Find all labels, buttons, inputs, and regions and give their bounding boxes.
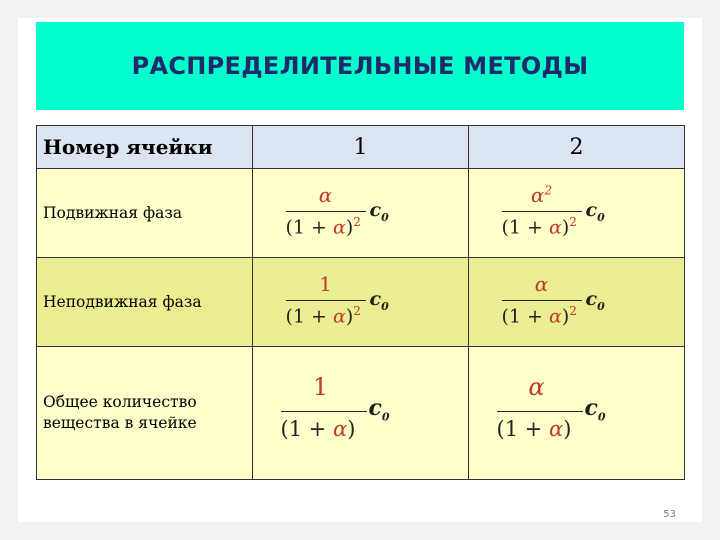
fraction-line <box>502 300 582 301</box>
table-row-total-amount <box>37 347 685 480</box>
formula-c0: $c_0$ <box>368 395 390 424</box>
row-label: Неподвижная фаза <box>37 258 253 347</box>
formula <box>286 181 436 245</box>
formula-numerator: α <box>528 373 545 401</box>
row-label: Подвижная фаза <box>37 169 253 258</box>
fraction-line <box>497 411 583 412</box>
formula-cell <box>469 169 685 258</box>
slide-border-right <box>702 0 720 540</box>
formula-denominator: $(1 + \alpha)^2$ <box>501 215 577 239</box>
formula-c0: $c_0$ <box>585 199 605 224</box>
slide-title: РАСПРЕДЕЛИТЕЛЬНЫЕ МЕТОДЫ <box>131 52 589 80</box>
formula <box>502 270 652 334</box>
formula <box>502 181 652 245</box>
formula-numerator: 1 <box>312 373 329 401</box>
formula-numerator: $\alpha^2$ <box>530 183 553 207</box>
formula-cell <box>253 347 469 480</box>
formula-numerator: α <box>534 272 549 296</box>
formula-cell <box>469 347 685 480</box>
header-cell-label: Номер ячейки <box>37 126 253 169</box>
formula-c0: $c_0$ <box>584 395 606 424</box>
fraction-line <box>286 211 366 212</box>
formula-c0: $c_0$ <box>369 199 389 224</box>
formula-denominator: $(1 + \alpha)^2$ <box>285 304 361 328</box>
formula-denominator: $(1 + \alpha)^2$ <box>501 304 577 328</box>
formula-cell <box>253 258 469 347</box>
formula-cell <box>253 169 469 258</box>
methods-table <box>36 125 685 480</box>
formula-c0: $c_0$ <box>369 288 389 313</box>
formula-cell <box>469 258 685 347</box>
formula <box>281 373 441 453</box>
formula-numerator: 1 <box>319 272 332 296</box>
fraction-line <box>286 300 366 301</box>
formula <box>497 373 657 453</box>
formula-denominator: $(1 + \alpha)^2$ <box>285 215 361 239</box>
formula-c0: $c_0$ <box>585 288 605 313</box>
page-number: 53 <box>663 509 676 520</box>
formula-denominator: (1 + α) <box>280 417 356 441</box>
table-row-mobile-phase <box>37 169 685 258</box>
slide-border-top <box>0 0 720 18</box>
slide-border-bottom <box>0 522 720 540</box>
fraction-line <box>502 211 582 212</box>
row-label: Общее количество вещества в ячейке <box>37 347 253 480</box>
header-cell-2: 2 <box>469 126 685 169</box>
slide-border-left <box>0 0 18 540</box>
header-cell-1: 1 <box>253 126 469 169</box>
formula-numerator: α <box>318 183 333 207</box>
fraction-line <box>281 411 367 412</box>
formula-denominator: (1 + α) <box>496 417 572 441</box>
formula <box>286 270 436 334</box>
title-bar <box>36 22 684 110</box>
table-row-stationary-phase <box>37 258 685 347</box>
table-header-row <box>37 126 685 169</box>
